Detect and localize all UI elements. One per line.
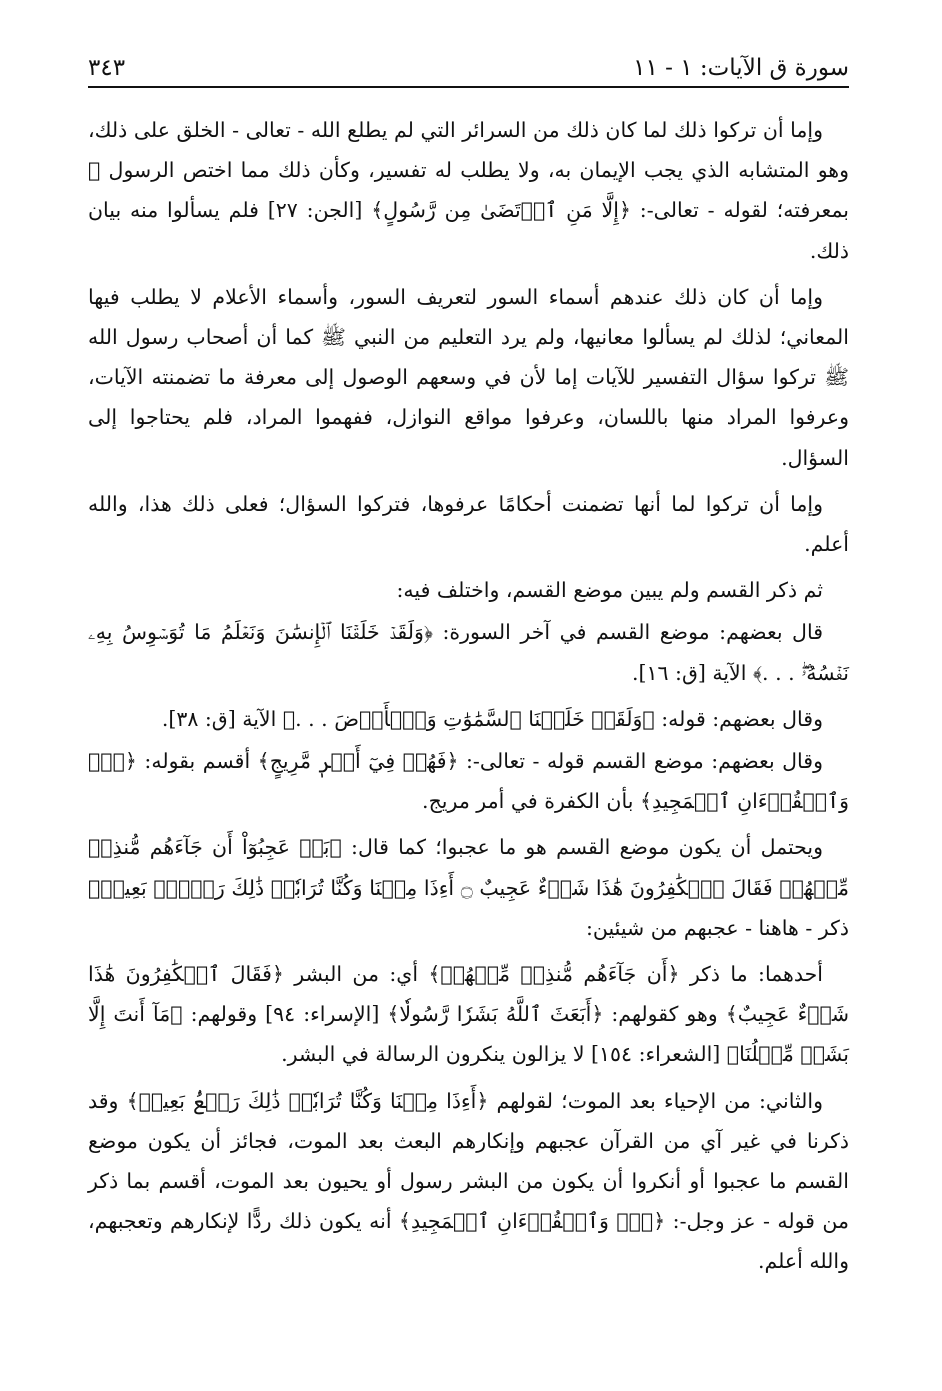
paragraph-3: وإما أن تركوا لما أنها تضمنت أحكامًا عرفوها، فتركوا السؤال؛ فعلى ذلك هذا، والله أعلم. — [88, 491, 849, 557]
page-body — [88, 110, 849, 1288]
paragraph-8: ويحتمل أن يكون موضع القسم هو ما عجبوا؛ كما قال: ﴿بَلۡ عَجِبُوٓاْ أَن جَآءَهُم مُّنذِرٞ مِّنۡهُمۡ فَقَالَ ٱلۡكَٰفِرُونَ هَٰذَا شَيۡءٌ عَجِيبٌ ۝ أَءِذَا مِتۡنَا وَكُنَّا تُرَابٗاۖ ذَٰلِكَ رَجۡعُۢ بَعِيدٞ﴾ ذكر - هاهنا - عجبهم من شيئين: — [88, 835, 849, 940]
paragraph-6: وقال بعضهم: قوله: ﴿وَلَقَدۡ خَلَقۡنَا ٱلسَّمَٰوَٰتِ وَٱلۡأَرۡضَ . . .﴾ الآية [ق: ٣٨]. — [161, 706, 823, 731]
page-number: ٣٤٣ — [88, 55, 126, 81]
page-header — [88, 52, 849, 88]
paragraph-2: وإما أن كان ذلك عندهم أسماء السور لتعريف السور، وأسماء الأعلام لا يطلب فيها المعاني؛ لذلك لم يسألوا معانيها، ولم يرد التعليم من النبي ﷺ كما أن أصحاب رسول الله ﷺ تركوا سؤال التفسير للآيات إما لأن في وسعهم الوصول إلى معرفة ما تضمنته الآيات، وعرفوا المراد منها باللسان، وعرفوا مواقع النوازل، ففهموا المراد، فلم يحتاجوا إلى السؤال. — [88, 284, 849, 470]
running-title: سورة ق الآيات: ١ - ١١ — [633, 55, 849, 81]
paragraph-4: ثم ذكر القسم ولم يبين موضع القسم، واختلف فيه: — [396, 578, 823, 603]
paragraph-1: وإما أن تركوا ذلك لما كان ذلك من السرائر التي لم يطلع الله - تعالى - الخلق على ذلك، وهو المتشابه الذي يجب الإيمان به، ولا يطلب له تفسير، وكأن ذلك مما اختص الرسول ﷺ بمعرفته؛ لقوله - تعالى-: ﴿إِلَّا مَنِ ٱرۡتَضَىٰ مِن رَّسُولٍ﴾ [الجن: ٢٧] فلم يسألوا منه بيان ذلك. — [88, 118, 849, 263]
paragraph-7: وقال بعضهم: موضع القسم قوله - تعالى-: ﴿فَهُمۡ فِيٓ أَمۡرٖ مَّرِيجٍ﴾ أقسم بقوله: ﴿قٓۚ وَٱلۡقُرۡءَانِ ٱلۡمَجِيدِ﴾ بأن الكفرة في أمر مريج. — [88, 749, 849, 814]
paragraph-10: والثاني: من الإحياء بعد الموت؛ لقولهم ﴿أَءِذَا مِتۡنَا وَكُنَّا تُرَابٗاۖ ذَٰلِكَ رَجۡعُۢ بَعِيدٞ﴾ وقد ذكرنا في غير آي من القرآن عجبهم وإنكارهم البعث بعد الموت، فجائز أن يكون موضع القسم ما عجبوا أو أنكروا أن يكون من البشر رسول أو يحيون بعد الموت، أقسم بما ذكر من قوله - عز وجل-: ﴿قٓۚ وَٱلۡقُرۡءَانِ ٱلۡمَجِيدِ﴾ أنه يكون ذلك ردًّا لإنكارهم وتعجبهم، والله أعلم. — [88, 1088, 849, 1274]
paragraph-5: قال بعضهم: موضع القسم في آخر السورة: ﴿وَلَقَدۡ خَلَقۡنَا ٱلۡإِنسَٰنَ وَنَعۡلَمُ مَا تُوَسۡوِسُ بِهِۦ نَفۡسُهُۥۖ . . .﴾ الآية [ق: ١٦]. — [88, 620, 849, 685]
paragraph-9: أحدهما: ما ذكر ﴿أَن جَآءَهُم مُّنذِرٞ مِّنۡهُمۡ﴾ أي: من البشر ﴿فَقَالَ ٱلۡكَٰفِرُونَ هَٰذَا شَيۡءٌ عَجِيبٌ﴾ وهو كقولهم: ﴿أَبَعَثَ ٱللَّهُ بَشَرٗا رَّسُولٗا﴾ [الإسراء: ٩٤] وقولهم: ﴿مَآ أَنتَ إِلَّا بَشَرٞ مِّثۡلُنَا﴾ [الشعراء: ١٥٤] لا يزالون ينكرون الرسالة في البشر. — [88, 962, 850, 1067]
